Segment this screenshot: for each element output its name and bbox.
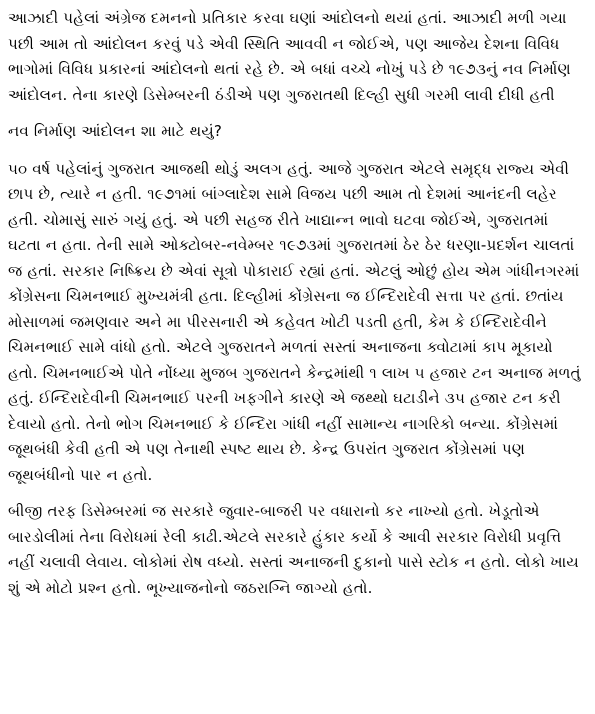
closing-paragraph: બીજી તરફ ડિસેમ્બરમાં જ સરકારે જુવાર-બાજરી પર વધારાનો કર નાખ્યો હતો. ખેડૂતોએ બારડોલીમાં તેના વિરોધમાં રેલી કાઢી.એટલે સરકારે હુંકાર કર્યો કે આવી સરકાર વિરોધી પ્રવૃત્તિ નહીં ચલાવી લેવાય. લોકોમાં રોષ વધ્યો. સસ્તાં અનાજની દુકાનો પાસે સ્ટોક ન હતો. લોકો ખાય શું એ મોટો પ્રશ્ન હતો. ભૂખ્યાજનોનો જઠરાગ્નિ જાગ્યો હતો. bbox=[8, 502, 579, 597]
intro-paragraph: આઝાદી પહેલાં અંગ્રેજ દમનનો પ્રતિકાર કરવા ઘણાં આંદોલનો થયાં હતાં. આઝાદી મળી ગયા પછી આમ તો આંદોલન કરવું પડે એવી સ્થિતિ આવવી ન જોઈએ, પણ આજેય દેશના વિવિધ ભાગોમાં વિવિધ પ્રકારનાં આંદોલનો થતાં રહે છે. એ બધાં વચ્ચે નોખું પડે છે ૧૯૭૩નું નવ નિર્માણ આંદોલન. તેના કારણે ડિસેમ્બરની ઠંડીએ પણ ગુજરાતથી દિલ્હી સુધી ગરમી લાવી દીધી હતી bbox=[8, 9, 571, 104]
body-paragraph: ૫૦ વર્ષ પહેલાંનું ગુજરાત આજથી થોડું અલગ હતું. આજે ગુજરાત એટલે સમૃદ્ધ રાજ્ય એવી છાપ છે, ત્યારે ન હતી. ૧૯૭૧માં બાંગ્લાદેશ સામે વિજય પછી આમ તો દેશમાં આનંદની લહેર હતી. ચોમાસું સારું ગયું હતું. એ પછી સહજ રીતે ખાદ્યાન્ન ભાવો ઘટવા જોઈએ, ગુજરાતમાં ઘટતા ન હતા. તેની સામે ઓક્ટોબર-નવેમ્બર ૧૯૭૩માં ગુજરાતમાં ઠેર ઠેર ધરણા-પ્રદર્શન ચાલતાં જ હતાં. સરકાર નિષ્ક્રિય છે એવાં સૂત્રો પોકારાઈ રહ્યાં હતાં. એટલું ઓછું હોય એમ ગાંધીનગરમાં કોંગ્રેસના ચિમનભાઈ મુખ્યમંત્રી હતા. દિલ્હીમાં કોંગ્રેસના જ ઈન્દિરાદેવી સત્તા પર હતાં. છતાંય મોસાળમાં જમણવાર અને મા પીરસનારી એ કહેવત ખોટી પડતી હતી, કેમ કે ઈન્દિરાદેવીને ચિમનભાઈ સામે વાંધો હતો. એટલે ગુજરાતને મળતાં સસ્તાં અનાજના ક્વોટામાં કાપ મૂકાયો હતો. ચિમનભાઈએ પોતે નોંધ્યા મુજબ ગુજરાતને કેન્દ્રમાંથી ૧ લાખ ૫ હજાર ટન અનાજ મળતું હતું. ઈન્દિરાદેવીની ચિમનભાઈ પરની ખફગીને કારણે એ જથ્થો ઘટાડીને ૩૫ હજાર ટન કરી દેવાયો હતો. તેનો ભોગ ચિમનભાઈ કે ઈન્દિરા ગાંધી નહીં સામાન્ય નાગરિકો બન્યા. કોંગ્રેસમાં જૂથબંધી કેવી હતી એ પણ તેનાથી સ્પષ્ટ થાય છે. કેન્દ્ર ઉપરાંત ગુજરાત કોંગ્રેસમાં પણ જૂથબંધીનો પાર ન હતો. bbox=[8, 159, 581, 484]
question-heading: નવ નિર્માણ આંદોલન શા માટે થયું? bbox=[8, 122, 222, 140]
